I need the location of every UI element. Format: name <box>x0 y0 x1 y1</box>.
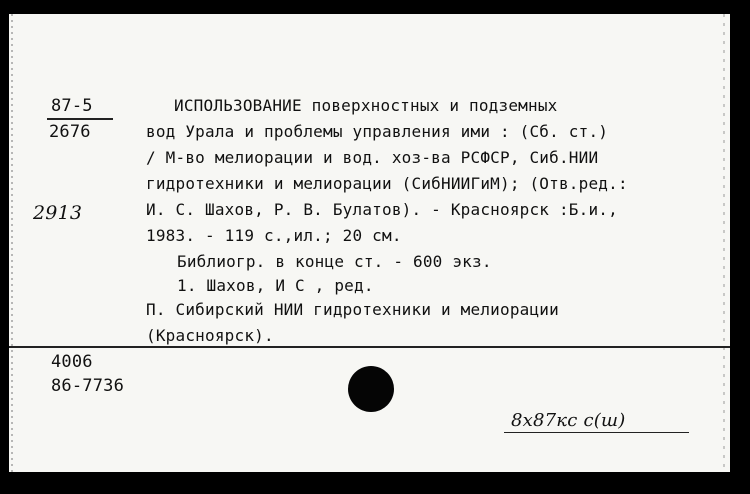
entry-line-6: 1983. - 119 с.,ил.; 20 см. <box>146 226 402 245</box>
entry-line-2: вод Урала и проблемы управления ими : (Сб. ст.) <box>146 122 609 141</box>
entry-notes: Библиогр. в конце ст. - 600 экз. <box>177 252 492 271</box>
stamp-number-1: 4006 <box>51 352 93 372</box>
bottom-rule <box>9 346 730 348</box>
stamp-number-2: 86-7736 <box>51 376 125 396</box>
handwritten-bottom-note: 8х87кс с(ш) <box>511 410 626 431</box>
handwritten-underline <box>504 432 689 433</box>
handwritten-margin-note: 2913 <box>33 202 83 224</box>
punch-hole <box>348 366 394 412</box>
tracing-2-cont: (Красноярск). <box>146 326 274 345</box>
entry-line-1: ИСПОЛЬЗОВАНИЕ поверхностных и подземных <box>174 96 558 115</box>
catalog-card <box>9 14 730 472</box>
call-number-top: 87-5 <box>51 96 93 116</box>
call-number-divider <box>47 118 113 120</box>
tracing-1: 1. Шахов, И С , ред. <box>177 276 374 295</box>
entry-line-5: И. С. Шахов, Р. В. Булатов). - Красноярск :Б.и., <box>146 200 618 219</box>
tracing-2: П. Сибирский НИИ гидротехники и мелиорации <box>146 300 559 319</box>
entry-line-4: гидротехники и мелиорации (СибНИИГиМ); (Отв.ред.: <box>146 174 628 193</box>
call-number-bottom: 2676 <box>49 122 91 142</box>
entry-line-3: / М-во мелиорации и вод. хоз-ва РСФСР, Сиб.НИИ <box>146 148 599 167</box>
